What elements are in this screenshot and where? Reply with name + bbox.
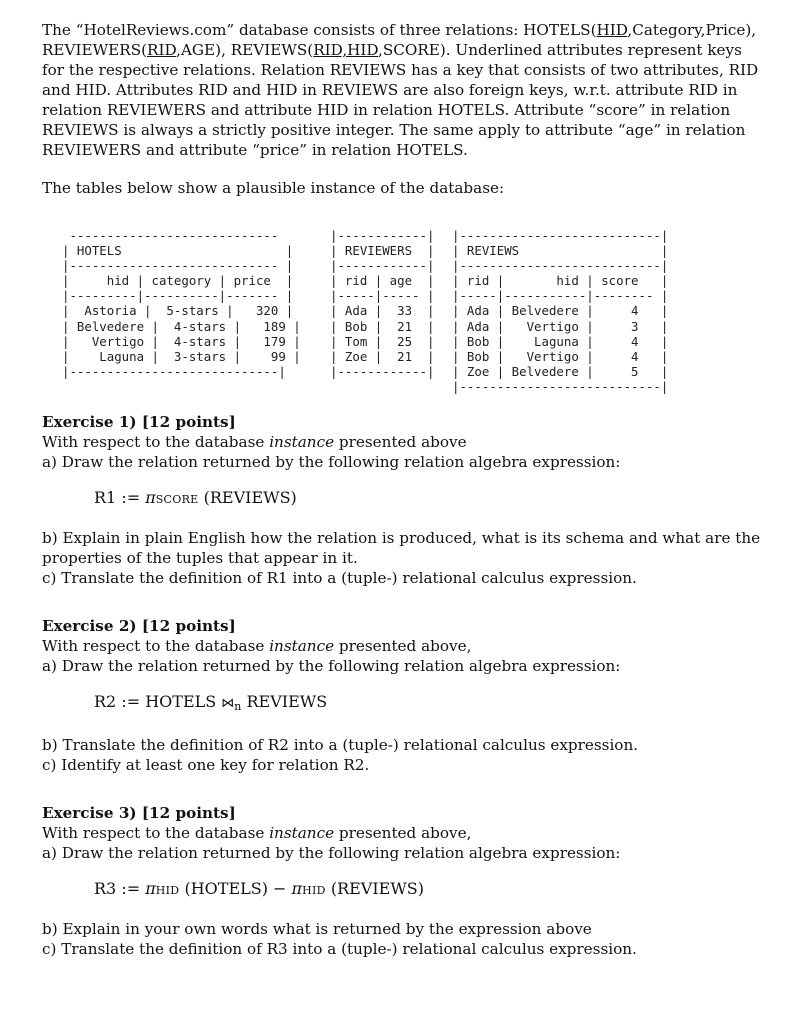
r2-formula (94, 692, 762, 717)
r1-formula (94, 488, 762, 510)
context-text-end: presented above (334, 433, 467, 451)
hotels-table: ---------------------------- | HOTELS | |---------------------------- | | hid | category | price | |---------|----------|------- | | Astoria | 5-stars | 320 | | Belvedere | 4-stars | 189 | | Vertigo | 4-stars | 179 | | Laguna | 3-stars | 99 | |----------------------------| (62, 228, 301, 379)
intro-text-3: ,AGE), REVIEWS( (176, 41, 314, 59)
exercise-1-part-a: a) Draw the relation returned by the following relation algebra expression: (42, 453, 621, 471)
formula-lhs: R2 := HOTELS (94, 692, 222, 711)
context-emphasis: instance (269, 824, 335, 842)
exercise-2-part-b: b) Translate the definition of R2 into a (tuple-) relational calculus expression. (42, 736, 639, 754)
reviewers-key: RID (147, 41, 177, 59)
join-symbol: ⋈ (221, 696, 235, 711)
exercise-2-part-a: a) Draw the relation returned by the following relation algebra expression: (42, 657, 621, 675)
exercise-1-part-b: b) Explain in plain English how the relation is produced, what is its schema and what are the properties of the tuples that appear in it. (42, 529, 761, 567)
join-subscript: n (234, 700, 242, 713)
context-text-end: presented above, (334, 824, 472, 842)
intro-paragraph (42, 20, 762, 160)
exercise-1 (42, 412, 762, 588)
formula-lhs: R1 := (94, 488, 146, 507)
exercise-2-part-c: c) Identify at least one key for relation R2. (42, 756, 370, 774)
exercise-3-part-c: c) Translate the definition of R3 into a (tuple-) relational calculus expression. (42, 940, 637, 958)
database-instance-tables (42, 228, 762, 394)
exercise-1-title: Exercise 1) [12 points] (42, 413, 236, 431)
formula-lhs: R3 := (94, 879, 146, 898)
context-text-end: presented above, (334, 637, 472, 655)
projection-symbol: π (145, 488, 156, 507)
reviewers-table: |------------| | REVIEWERS | |------------| | rid | age | |-----|----- | | Ada | 33 | | Bob | 21 | | Tom | 25 | | Zoe | 21 | |------------| (330, 228, 435, 379)
exercise-2-title: Exercise 2) [12 points] (42, 617, 236, 635)
projection-attribute: HID (155, 884, 180, 897)
exercise-3 (42, 803, 762, 959)
projection-symbol-2: π (291, 879, 303, 898)
projection-attribute: SCORE (155, 493, 199, 506)
exercise-3-part-b: b) Explain in your own words what is returned by the expression above (42, 920, 592, 938)
formula-minus: (HOTELS) − (179, 879, 292, 898)
formula-rest: (REVIEWS) (325, 879, 424, 898)
document (42, 20, 762, 959)
context-text: With respect to the database (42, 433, 270, 451)
intro-text-4: ,SCORE). Underlined attributes represent keys for the respective relations. Relation REVIEWS has a key that consists of two attributes, RID and HID. Attributes RID and HID in REVIEWS are also foreign keys, w.r.t. attribute RID in relation REVIEWERS and attribute HID in relation HOTELS. Attribute “score” in relation REVIEWS is always a strictly positive integer. The same apply to attribute “age” in relation REVIEWERS and attribute “price” in relation HOTELS. (42, 41, 759, 159)
reviews-key: RID,HID (313, 41, 379, 59)
intro-text-2: ,Category,Price), REVIEWERS( (42, 21, 757, 59)
r3-formula (94, 879, 762, 901)
exercise-3-context (42, 823, 762, 843)
reviews-table: |---------------------------| | REVIEWS | |---------------------------| | rid | hid | score | |-----|-----------|-------- | | Ada | Belvedere | 4 | | Ada | Vertigo | 3 | | Bob | Laguna | 4 | | Bob | Vertigo | 4 | | Zoe | Belvedere | 5 | |---------------------------| (452, 228, 669, 394)
exercise-3-title: Exercise 3) [12 points] (42, 804, 236, 822)
exercise-2-context (42, 636, 762, 656)
exercise-2 (42, 616, 762, 775)
exercise-1-context (42, 432, 762, 452)
exercise-1-part-c: c) Translate the definition of R1 into a (tuple-) relational calculus expression. (42, 569, 637, 587)
projection-attribute-2: HID (302, 884, 326, 897)
context-text: With respect to the database (42, 824, 270, 842)
context-text: With respect to the database (42, 637, 270, 655)
formula-rest: (REVIEWS) (198, 488, 297, 507)
hotels-key: HID (596, 21, 628, 39)
intro-text-1: The “HotelReviews.com” database consists of three relations: HOTELS( (42, 21, 597, 39)
context-emphasis: instance (269, 433, 335, 451)
instance-intro: The tables below show a plausible instance of the database: (42, 179, 505, 197)
context-emphasis: instance (269, 637, 335, 655)
exercise-3-part-a: a) Draw the relation returned by the following relation algebra expression: (42, 844, 621, 862)
formula-rest: REVIEWS (241, 692, 328, 711)
projection-symbol: π (145, 879, 156, 898)
